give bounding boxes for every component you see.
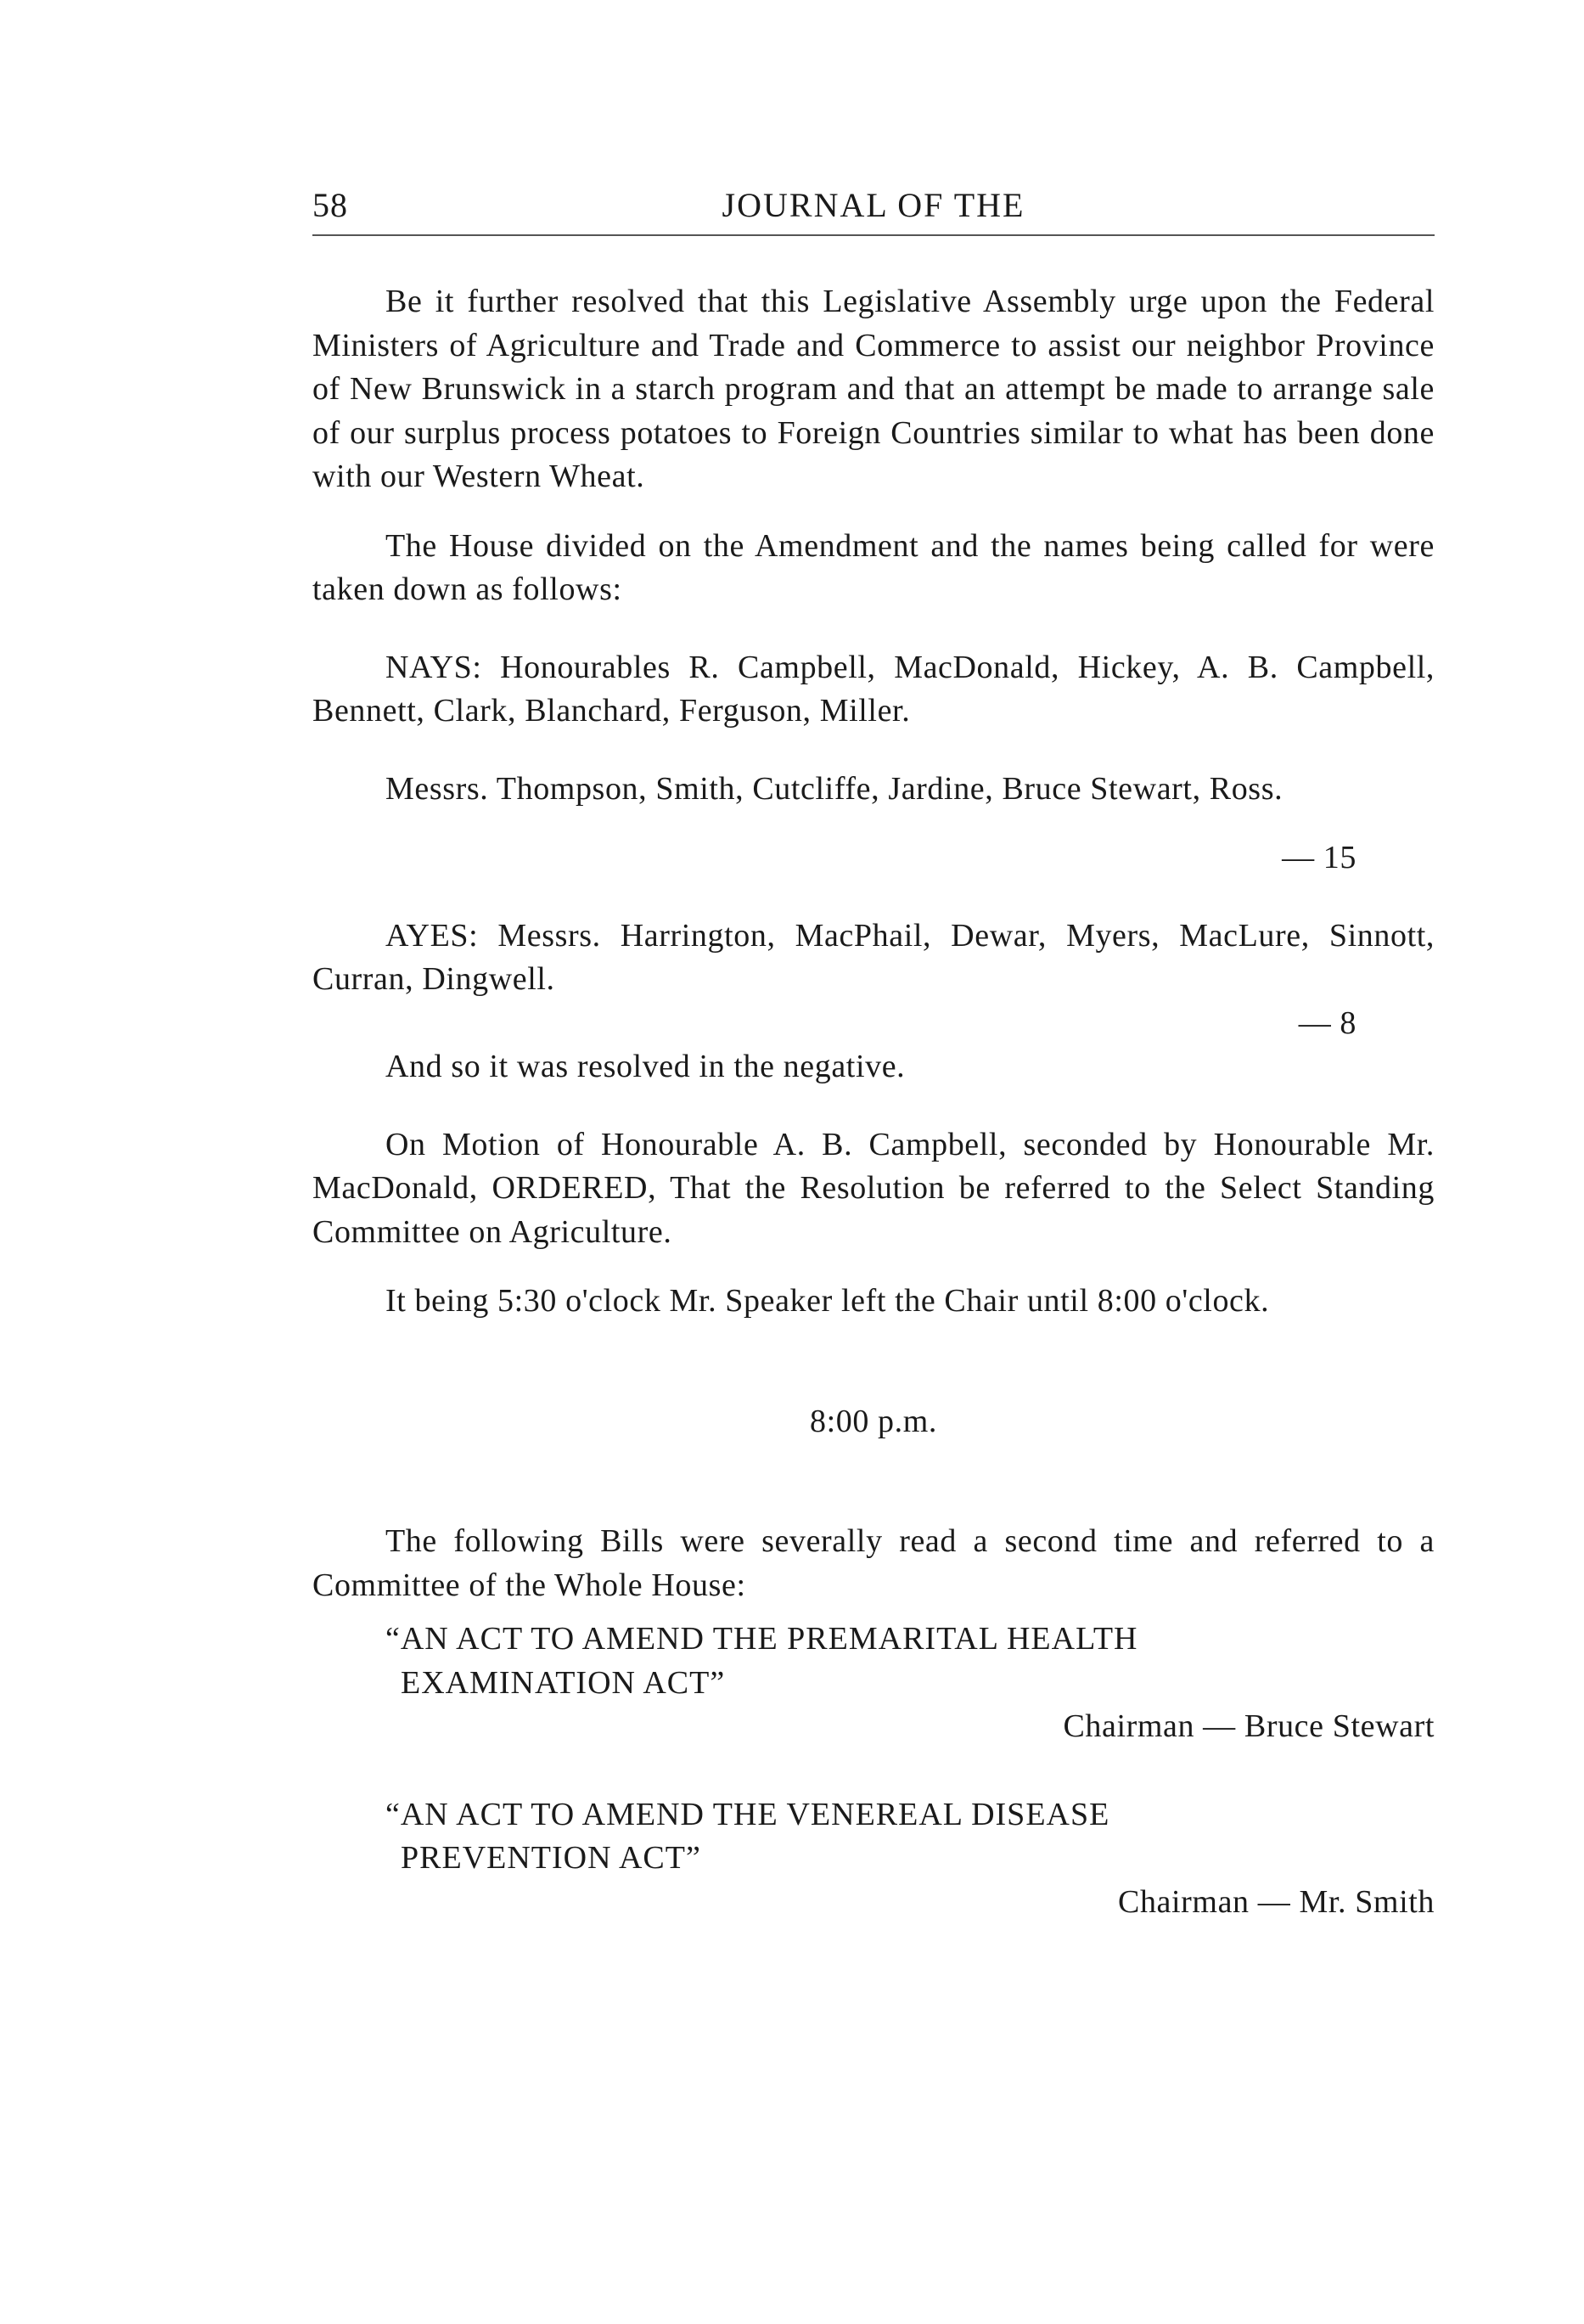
motion-paragraph: On Motion of Honourable A. B. Campbell, seconded by Honourable Mr. MacDonald, ORDERED, That the Resolution be referred to the Select Standing Committee on Agriculture. <box>312 1126 1435 1250</box>
ayes-paragraph: AYES: Messrs. Harrington, MacPhail, Dewar, Myers, MacLure, Sinnott, Curran, Dingwell. <box>312 917 1435 997</box>
resolution-paragraph: Be it further resolved that this Legislative Assembly urge upon the Federal Ministers of Agriculture and Trade and Commerce to assist our neighbor Province of New Brunswick in a starch program and that an attempt be made to arrange sale of our surplus process potatoes to Foreign Countries similar to what has been done with our Western Wheat. <box>312 284 1435 494</box>
nays-total: — 15 <box>1282 840 1357 875</box>
nays-paragraph: NAYS: Honourables R. Campbell, MacDonald, Hickey, A. B. Campbell, Bennett, Clark, Blanchard, Ferguson, Miller. <box>312 649 1435 729</box>
running-head: JOURNAL OF THE <box>722 186 1025 224</box>
ayes-total: — 8 <box>1298 1004 1357 1041</box>
evening-time-heading: 8:00 p.m. <box>809 1403 937 1439</box>
page-number: 58 <box>312 186 348 224</box>
negative-paragraph: And so it was resolved in the negative. <box>385 1049 906 1084</box>
bill-title <box>312 1793 1435 1881</box>
nays-messrs-paragraph: Messrs. Thompson, Smith, Cutcliffe, Jardine, Bruce Stewart, Ross. <box>385 770 1283 807</box>
recess-paragraph: It being 5:30 o'clock Mr. Speaker left the Chair until 8:00 o'clock. <box>385 1283 1270 1319</box>
bill-title-line: “AN ACT TO AMEND THE VENEREAL DISEASE <box>385 1796 1110 1832</box>
bill-title-line: PREVENTION ACT” <box>401 1840 701 1876</box>
bills-intro-paragraph: The following Bills were severally read a second time and referred to a Committee of the Whole House: <box>312 1523 1435 1603</box>
bill-chairman: Chairman — Bruce Stewart <box>1063 1708 1435 1744</box>
journal-page <box>312 0 1435 2324</box>
header-rule <box>312 234 1435 236</box>
division-paragraph: The House divided on the Amendment and the names being called for were taken down as follows: <box>312 527 1435 607</box>
bill-title-line: “AN ACT TO AMEND THE PREMARITAL HEALTH <box>385 1621 1138 1657</box>
bill-title-line: EXAMINATION ACT” <box>401 1664 726 1701</box>
page-body <box>312 280 1435 1924</box>
page-header <box>312 185 1435 233</box>
bill-chairman: Chairman — Mr. Smith <box>1118 1883 1435 1920</box>
bill-title <box>312 1618 1435 1705</box>
